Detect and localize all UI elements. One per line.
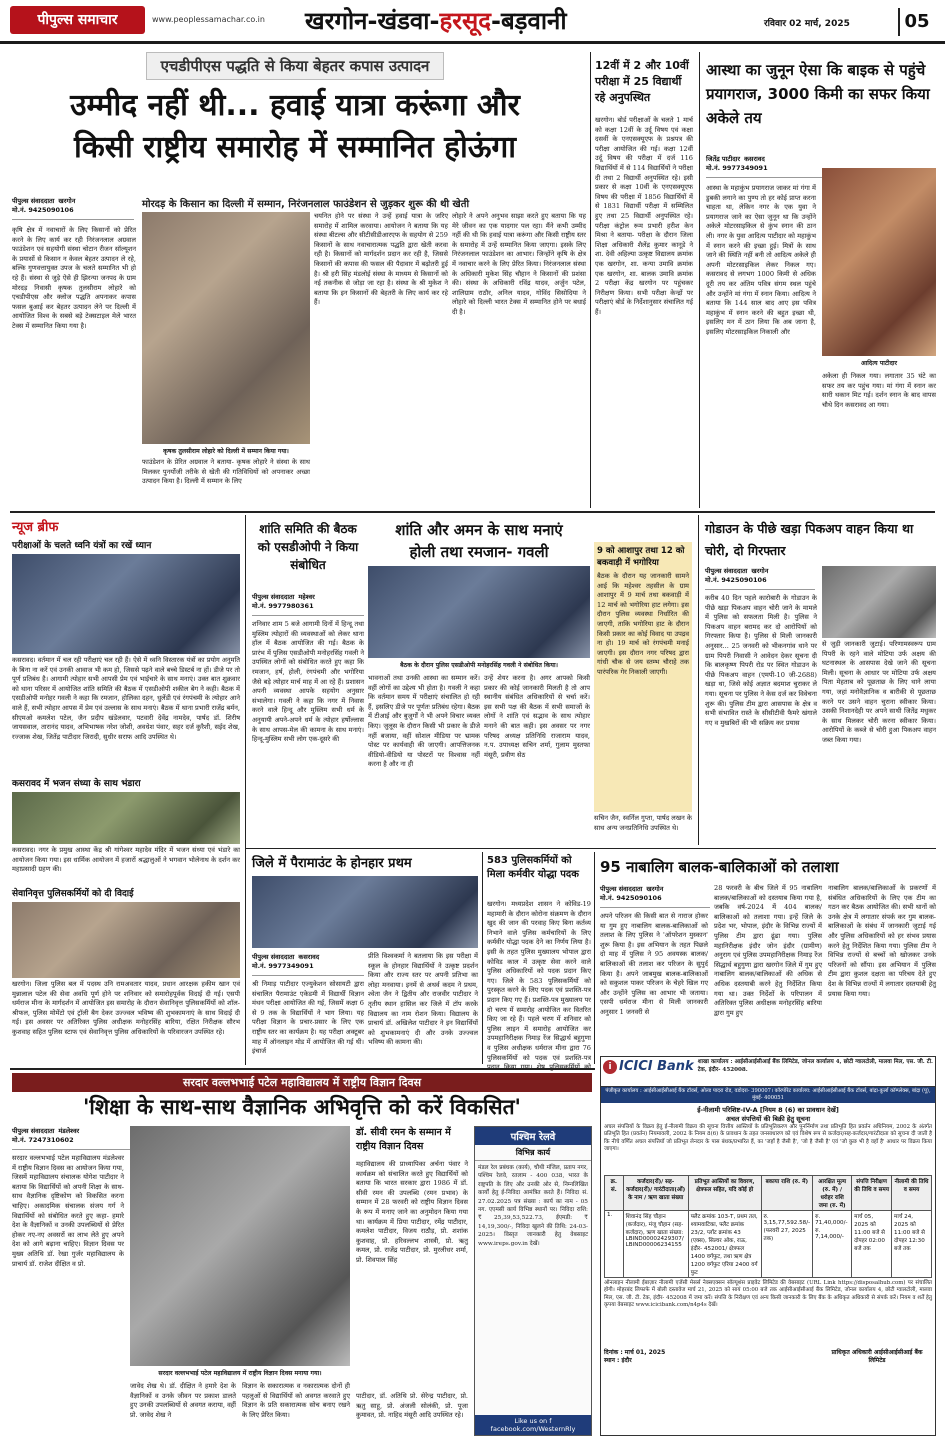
vigyan-byline-place: मंडलेश्वर xyxy=(58,1127,80,1135)
police-award-headline: 583 पुलिसकर्मियों को मिला कर्मवीर योद्धा पदक xyxy=(487,855,579,880)
vigyan-byline-author: पीपुल्स संवाददाता xyxy=(12,1127,55,1135)
holi-photo xyxy=(368,566,590,658)
icici-branch-office: शाखा कार्यालय : आईसीआईसीआई बैंक लिमिटेड, जोनल कार्यालय 4, छोटी ग्वालटोली, मालवा मिल, एस. जी. टी. टेक, इंदौर- 452008. xyxy=(697,1059,933,1073)
shanti-byline xyxy=(252,592,364,616)
paramount-byline xyxy=(252,952,364,976)
icici-ad-header xyxy=(601,1057,935,1087)
icici-auction-table xyxy=(604,1175,932,1278)
brief3-photo xyxy=(12,902,240,978)
kumbh-col2: अकेला ही निकल गया। लगातार 35 घंटे का सफर तय कर पहुंच गया। मां गंगा में स्नान कर सारी थकान मिट गई। दर्शन स्नान के बाद वापस चौथे दिन कसरावद आ गया। xyxy=(822,372,936,409)
edition-title-part2: हरसूद xyxy=(439,7,491,35)
vigyan-bottom2: विज्ञान के सकारात्मक व नकारात्मक दोनों ही पहलुओं से विद्यार्थियों को अवगत करवाते हुए विज्ञान के प्रति सकारात्मक सोच बनाए रखने के लिए प्रेरित किया। xyxy=(242,1382,350,1419)
railway-ad-subtitle: विभिन्न कार्य xyxy=(475,1145,591,1161)
icici-logo xyxy=(603,1059,694,1074)
table-header: कर्जदार(रों)/ सह-कर्जदार(रों)/ गारंटीदाता(ओं) के नाम / ऋण खाता संख्या xyxy=(623,1176,688,1211)
shanti-byline-mobile: मो.नं. 9977980361 xyxy=(252,602,314,610)
pickup-headline: गोडाउन के पीछे खड़ा पिकअप वाहन किया था चोरी, दो गिरफ्तार xyxy=(705,521,914,558)
holi-photo-caption: बैठक के दौरान पुलिस एसडीओपी मनोहरसिंह गवली ने संबोधित किया। xyxy=(400,662,558,669)
minors-col1: अपने परिजन की किसी बात से नाराज होकर या गुम हुए नाबालिग बालक-बालिकाओं को तलाश के लिए पुलिस ने 'ऑपरेशन मुस्कान' शुरू किया है। इस अभियान के तहत पिछले दो माह में पुलिस ने 95 अवयस्क बालक/बालिकाओं की तलाश कर परिजन के सुपुर्द किया है। अपने जाबमुख बालक-बालिकाओं को सकुशल पाकर परिजन के चेहरे खिल गए और उन्होंने पुलिस का आभार भी जताया। एसपी धर्मराज मीना से मिली जानकारी अनुसार 1 जनवरी से xyxy=(600,912,708,1016)
minors-headline: 95 नाबालिग बालक-बालिकाओं को तलाशा xyxy=(600,858,839,876)
icici-notice-subtitle: अचल संपत्तियों की बिक्री हेतु सूचना xyxy=(725,1115,811,1123)
pickup-col2: से जुड़ी जानकारी जुटाई। परिणामस्वरूप ग्राम पिपरी के रहने वाले मोटिया उर्फ अक्षय की घटनास्थल के आसपास देखे जाने की सूचना मिली। सूचना के आधार पर मोटिया उर्फ अक्षय पिता मेहताब को पूछताछ के लिए थाने लाया गया, जहां मनोवैज्ञानिक व बारीकी से पूछताछ करने पर उसने वाहन चुराना स्वीकार किया। उसकी निशानदेही पर अपने साथी जितेंद्र मधुकर के साथ मिलकर चोरी करना स्वीकार किया। आरोपियों के कब्जे से चोरी हुआ पिकअप वाहन जब्त किया गया। xyxy=(822,640,936,744)
vigyan-photo-caption: सरदार वल्लभभाई पटेल महाविद्यालय में राष्ट्रीय विज्ञान दिवस मनाया गया। xyxy=(158,1370,322,1377)
paramount-byline-author: पीपुल्स संवाददाता xyxy=(252,953,295,961)
byline-mobile: मो.नं. 9425090106 xyxy=(12,206,74,214)
kumbh-photo-caption: आदित्य पाटीदार xyxy=(860,360,897,367)
lead-col4: लोहारे ने अपने अनुभव साझा करते हुए बताया कि यह मेरे जीवन का एक यादगार पल रहा। मैंने कभी उम्मीद नहीं की थी कि हवाई यात्रा करूंगा और किसी राष्ट्रीय स्तर के समारोह में उन्हें सम्मानित किया जाएगा। इसके लिए निरंजनलाल फाउंडेशन का आभार। जिन्होंने कृषि के क्षेत्र में नवाचार करने के लिए प्रेरित किया। निरंजनलाल संस्था के अधिकारी मुकेश सिंह चौहान ने किसानों की प्रशंसा की। संस्था के अधिकारी रविंद्र यादव, अर्जुन पटेल, शालिग्राम राठौर, अनिल यादव, गोविंद सिसोदिया ने लोहारे को दिल्ली भारत टेक्स में सम्मानित होने पर बधाई दी है। xyxy=(452,212,586,316)
issue-date: रविवार 02 मार्च, 2025 xyxy=(764,19,850,29)
lead-headline-line1: उम्मीद नहीं थी... हवाई यात्रा करूंगा और xyxy=(70,88,520,123)
website-link[interactable]: www.peoplessamachar.co.in xyxy=(152,15,265,24)
minors-byline xyxy=(600,884,710,908)
logo-text: पीपुल्स समाचार xyxy=(37,12,118,28)
kumbh-byline-author: जितेंद्र पाटीदार xyxy=(706,155,741,163)
holi-sidebar xyxy=(594,542,692,812)
icici-notice-title: ई-नीलामी परिशिष्ट-IV-A [नियम 8 (6) का प्रावधान देखें] xyxy=(697,1106,839,1114)
kumbh-photo xyxy=(822,168,936,356)
kumbh-byline-place: कसरावद xyxy=(744,155,765,163)
icici-table-header-row xyxy=(605,1176,932,1211)
lead-byline xyxy=(12,196,134,220)
pickup-byline xyxy=(705,566,815,590)
exam-body: खरगोन। बोर्ड परीक्षाओं के चलते 1 मार्च को कक्षा 12वीं के उर्दू विषय एवं कक्षा दसवीं के एनएसक्यूएफ के प्रश्नपत्र की परीक्षा आयोजित की गई। कक्षा 12वीं उर्दू विषय की परीक्षा में दर्ज 116 विद्यार्थियों में से 114 विद्यार्थियों ने परीक्षा दी तथा 2 विद्यार्थी अनुपस्थित रहे। इसी प्रकार से कक्षा 10वीं के एनएसक्यूएफ विषय की परीक्षा में 1856 विद्यार्थियों में से 1831 विद्यार्थी परीक्षा में सम्मिलित हुए तथा 25 विद्यार्थी अनुपस्थित रहे। परीक्षा कंट्रोल रूम प्रभारी हरीश केन मिश्रा ने बताया- परीक्षा के दौरान जिला शिक्षा अधिकारी शैलेंद्र कुमार कानूडे ने शा. देवी अहिल्या उत्कृष्ट विद्यालय क्रमांक एक खरगोन, शा. कन्या उमावि क्रमांक एक खरगोन, शा. बालक उमावि क्रमांक 2 परीक्षा केंद्र खरगोन पर पहुंचकर निरीक्षण किया। सभी परीक्षा केन्द्रों पर परीक्षाएं बोर्ड के निर्देशानुसार संचालित गई हैं। xyxy=(595,116,693,316)
lead-col3: चयनित होने पर संस्था ने उन्हें हवाई यात्रा के जरिए समारोह में शामिल करवाया। आयोजन ने बताया कि यह संस्था बीटल्स और सीटीसीडीआरएफ के सहयोग से 259 किसानों के साथ नवाचारात्मक पद्धति द्वारा खेती करवा रही है। किसानों को मार्गदर्शन प्रदान कर रही है, जिससे किसानों की कपास की फसल की पैदावार में बढ़ोतरी हुई है। श्री हरी सिंह मंडलोई संस्था के माध्यम से किसानों को नई तकनीक से जोड़ा जा रहा है। संस्था के श्री मुकेश ने बताया कि इन किसानों की बेहतरी के लिए कार्य कर रहे हैं। xyxy=(314,212,448,307)
pickup-byline-place: खरगोन xyxy=(751,567,769,575)
minors-byline-place: खरगोन xyxy=(646,885,664,893)
brief1-photo xyxy=(12,554,240,654)
paramount-byline-mobile: मो.नं. 9977349091 xyxy=(252,962,314,970)
minors-byline-mobile: मो.नं. 9425090106 xyxy=(600,894,662,902)
byline-place: खरगोन xyxy=(58,197,76,205)
holi-sidebar-body: बैठक के दौरान यह जानकारी सामने आई कि महेश्वर तहसील के ग्राम आशापुर में 9 मार्च तथा बकवाड़ी में 12 मार्च को भगोरिया हाट लगेगा। इस दौरान पुलिस व्यवस्था निर्धारित की जाएगी, ताकि भगोरिया हाट के दौरान किसी प्रकार का कोई विवाद या उपद्रव ना हो। 19 मार्च को रंगपंचमी मनाई जाएगी। इस दौरान नगर परिषद द्वारा गांधी चौक से जय स्तम्भ चौराहे तक पारंपरिक गेर निकाली जाएगी। xyxy=(597,572,689,676)
vigyan-bottom1: जावेद शेख थे। डॉ. दीक्षित ने हमारे देश के वैज्ञानिकों व उनके जीवन पर प्रकाश डालते हुए उनकी उपलब्धियों से अवगत कराया, वहीं प्रो. जावेद शेख ने xyxy=(130,1382,236,1419)
lead-subhead: मोरदड़ के किसान का दिल्ली में सम्मान, निरंजनलाल फाउंडेशन से जुड़कर शुरू की थी खेती xyxy=(142,199,470,210)
edition-title-part3: -बड़वानी xyxy=(490,7,567,35)
pickup-byline-author: पीपुल्स संवाददाता xyxy=(705,567,748,575)
lead-col2: फाउंडेशन के प्रेरित अग्रवाल ने बताया- कृषक लोहारे ने संस्था के साथ मिलकर पुनर्योजी तरीके से खेती की गतिविधियों को अपनाकर अच्छा उत्पादन किया है। दिल्ली में सम्मान के लिए xyxy=(142,458,310,486)
vigyan-headline: 'शिक्षा के साथ-साथ वैज्ञानिक अभिवृत्ति को करें विकसित' xyxy=(82,1095,521,1119)
shanti-col2: भावनाओं तथा उनकी आस्था का सम्मान करें। वहीं लोगों का उद्देश्य भी होता है। गवली ने कहा कि वर्तमान समय में परीक्षाएं संचालित हो रही हैं, इसलिए डीजे पर पूर्णतः प्रतिबंध रहेगा। बैठक में टीआई और बुजुर्गों ने भी अपने विचार व्यक्त किए। जुलूस के दौरान किसी भी प्रकार के डीजे नहीं बजाया, वहीं सोशल मीडिया पर भ्रामक पोस्ट पर कार्यवाही की जाएगी। आपत्तिजनक वीडियो-वीडियो या पोस्टरों पर विश्वास नहीं करना है और ना ही xyxy=(368,674,480,769)
lead-photo-caption: कृषक तुलसीराम लोहारे को दिल्ली में सम्मान किया गया। xyxy=(163,448,289,455)
kumbh-col1: आस्था के महाकुंभ प्रयागराज जाकर मां गंगा में डुबकी लगाने का पुण्य तो हर कोई प्राप्त करना चाहता था, लेकिन नगर के एक युवा ने प्रयागराज जाने का ऐसा जुनून था कि उन्होंने अकेले मोटरसाइकिल से कुंभ स्नान की ठान ली। नगर के युवा आदित्य पाटीदार को महाकुंभ में स्नान करने की इच्छा हुई। मित्रों के साथ जाने की स्थिति नहीं बनी तो आदित्य अकेले ही अपनी मोटरसाइकिल लेकर निकल गए। कसरावद से लगभग 1000 किमी से अधिक दूरी तय कर अंतिम पवित्र संगम स्थल पहुंचे और उन्होंने मां गंगा में स्नान किया। आदित्य ने बताया कि 144 साल बाद आए इस पवित्र महाकुंभ में स्नान करने की बहुत इच्छा थी, इसलिए मन में ठान लिया कि अब जाना है, इसलिए मोटरसाइकिल निकाली और xyxy=(706,184,816,336)
table-cell: मार्च 24, 2025 को 11:00 बजे से दोपहर 12:30 बजे तक xyxy=(892,1211,932,1278)
brief2-body: कसरावद। नगर के प्रमुख आस्था केंद्र श्री गांगेश्वर महादेव मंदिर में भजन संध्या एवं भंडारे का आयोजन किया गया। इस धार्मिक आयोजन में हजारों श्रद्धालुओं ने भगवान भोलेनाथ के दर्शन कर महाप्रसादी ग्रहण की। xyxy=(12,846,240,874)
holi-col2: सचिन जैन, स्वर्निल गुप्ता, पार्षद लखन के साथ अन्य जनप्रतिनिधि उपस्थित थे। xyxy=(594,814,692,832)
vigyan-kicker: सरदार वल्लभभाई पटेल महाविद्यालय में राष्ट्रीय विज्ञान दिवस xyxy=(12,1073,592,1092)
railway-ad-body: मंडल रेल प्रबंधक (कार्य), चौथी मंजिल, प्रताप नगर, पश्चिम रेलवे, रतलाम - 400 038, भारत के राष्ट्रपति के लिए और उनकी ओर से, निम्नलिखित कार्यों हेतु ई-निविदा आमंत्रित करते हैं। निविदा सं. 27.02.2025 पत्र संख्या : कार्य का नाम - 05 नग. एएमसी कार्य विभिन्न स्थानों पर। निविदा राशि: ₹ 25,39,53,522.73, ईएमडी: ₹ 14,19,300/-, निविदा खुलने की तिथि: 24-03-2025। विस्तृत जानकारी हेतु वेबसाइट www.ireps.gov.in देखें। xyxy=(478,1165,588,1247)
table-cell: शिवानंद सिंह चौहान (कर्जदार), मंजू चौहान (सह-कर्जदार), ऋण खाता संख्या: LBIND00002429307/ LBIND00006234155 xyxy=(623,1211,688,1278)
edition-title xyxy=(305,4,625,38)
kumbh-byline xyxy=(706,154,826,178)
pickup-col1: करीब 40 दिन पहले कारोबारी के गोडाउन के पीछे खड़ा पिकअप वाहन चोरी जाने के मामले में पुलिस को सफलता मिली है। पुलिस ने पिकअप वाहन बरामद कर दो आरोपियों को गिरफ्तार किया है। पुलिस से मिली जानकारी अनुसार... 25 जनवरी को भीकनगांव थाने पर ग्राम पिपरी निवासी ने आवेदन देकर सूचना दी कि बालकृष्ण पिपरी रोड पर स्थित गोडाउन के पीछे पिकअप वाहन (एमपी-10 जी-2688) खड़ा था, जिसे कोई अज्ञात बदमाश चुराकर ले गया। सूचना पर पुलिस ने केस दर्ज कर विवेचना शुरू की। पुलिस टीम द्वारा आसपास के क्षेत्र व सभी संभावित रास्ते के सीसीटीवी फैमरे खंगाले गए व मुखबिरों की भी सक्रिय कर प्रयास xyxy=(705,594,817,727)
vigyan-sidebar-body: महाविद्यालय की प्राध्यापिका अर्चना पंवार ने कार्यक्रम को संचालित करते हुए विद्यार्थियों को बताया कि भारत सरकार द्वारा 1986 में डॉ. सीवी रमन की उपलब्धि (रमन प्रभाव) के सम्मान में 28 फरवरी को राष्ट्रीय विज्ञान दिवस के रूप में मनाए जाने का अनुमोदन किया गया था। कार्यक्रम में प्रिया पाटीदार, रमेंद्र पाटीदार, कमलेश पाटीदार, विजय राठौड़, प्रो. शशांक कुशवाह, प्रो. हरिवल्लभ शास्त्री, प्रो. ऋतु कमल, प्रो. राजेंद्र पाटीदार, प्रो. मुरलीधर शर्मा, प्रो. शिवपाल सिंह xyxy=(356,1160,468,1264)
lead-kicker-text: एचडीपीएस पद्धति से किया बेहतर कपास उत्पादन xyxy=(146,52,445,80)
table-cell: फ्लैट क्रमांक 103-T, प्रथम तल, श्यामवाटिका, फ्लैट क्रमांक 23/2, प्लॉट क्रमांक 43 (एक्स), सिल्वर ओक, राऊ, इंदौर- 452001/ क्षेत्रफल 1400 वर्गफुट, तथा ऋण क्षेत्र 1200 वर्गफुट एरिया 2400 वर्ग फुट xyxy=(688,1211,761,1278)
icici-regd-office: पंजीकृत कार्यालय : आईसीआईसीआई बैंक टॉवर्स, ओल्ड पादरा रोड, वडोदरा- 390007। कॉरपोरेट कार्यालय: आईसीआईसीआई बैंक टॉवर्स, बांद्रा-कुर्ला कॉम्प्लेक्स, बांद्रा (पू), मुंबई- 400051 xyxy=(601,1087,935,1103)
icici-bank-name: ICICI Bank xyxy=(619,1059,694,1074)
vigyan-byline xyxy=(12,1126,132,1150)
brief3-body: खरगोन। जिला पुलिस बल में पदस्थ उनि रामअवतार यादव, प्रधान आरक्षक हकीम खान एवं मुन्नालाल पटेल की सेवा अवधि पूर्ण होने पर शनिवार को समारोहपूर्वक विदाई दी गई। एसपी धर्मराज मीना के मार्गदर्शन में आयोजित इस समारोह के दौरान सेवानिवृत्त पुलिसकर्मियों को शॉल-श्रीफल, पुलिस मोमेंटो एवं ट्रॉली बैग देकर उज्ज्वल भविष्य की शुभकामनाएं के साथ विदाई दी गई। इस अवसर पर अतिरिक्त पुलिस अधीक्षक मनोहरसिंह बारिया, रक्षित निरीक्षक सौरभ कुशवाह सहित पुलिस स्टाफ एवं सेवानिवृत्त पुलिस अधिकारियों के परिवारजन उपस्थित रहे। xyxy=(12,980,240,1036)
minors-byline-author: पीपुल्स संवाददाता xyxy=(600,885,643,893)
kumbh-headline: आस्था का जुनून ऐसा कि बाइक से पहुंचे प्रयागराज, 3000 किमी का सफर किया अकेले तय xyxy=(706,61,930,127)
brief1-body: कसरावद। वर्तमान में चल रही परीक्षाएं चल रही हैं। ऐसे में ध्वनि विस्तारक यंत्रों का प्रयोग अनुमति के बिना ना करें एवं उनकी आवाज भी कम हो, जिससे पढ़ने वाले बच्चे डिस्टर्ब ना हों। डीजे पर तो पूर्ण प्रतिबंध है। आगामी त्योहार सभी आपसी प्रेम एवं भाईचारे के साथ मनाएं। उक्त बात शुक्रवार को थाना परिसर में आयोजित शांति समिति की बैठक में एसडीओपी शकील बेग ने कही। बैठक में एसडीओपी मनोहर गवली ने कहा कि रमजान, होलिका दहन, धुलेंडी एवं रंगपंचमी के त्योहार आने वाले हैं, सभी त्योहार आपस में प्रेम एवं उल्लास के साथ मनाएं। बैठक में थाना प्रभारी राजेंद्र बर्मन, सीएमओ कमलेश पटेल, जैन प्रदीप खंडेलवार, पटवारी देवेंद्र नामदेव, पार्षद डॉ. शिरीष जायसवाल, तारानंद यादव, अभिभाषक नरेश जोशी, अवधेश पंवार, सहर दर्ज कुरैशी, सईद शेख, रज्जाक शेख, जितेंद्र पाटीदार जिरादी, सुधीर सराफ आदि उपस्थित थे। xyxy=(12,656,240,741)
icici-signatory: प्राधिकृत अधिकारी आईसीआईसीआई बैंक लिमिटेड xyxy=(831,1349,923,1364)
table-header: संपत्ति निरीक्षण की तिथि व समय xyxy=(852,1176,892,1211)
table-cell: रु. 71,40,000/- रु. 7,14,000/- xyxy=(813,1211,852,1278)
table-row xyxy=(605,1211,932,1278)
icici-intro: अचल संपत्तियों के विक्रय हेतु ई-नीलामी विक्रय की सूचना वित्तीय आस्तियों के प्रतिभूतिकरण और पुनर्निर्माण तथा प्रतिभूति हित प्रवर्तन अधिनियम, 2002 के अंतर्गत प्रतिभूति हित (प्रवर्तन) नियमावली, 2002 के नियम 8(6) के प्रावधान के तहत जनसाधारण को एवं विशेष रूप से कर्जदार/सह-कर्जदार/गारंटीदाता को सूचना दी जाती है कि नीचे वर्णित अचल संपत्तियाँ जो प्रतिभूत लेनदार के पास बंधक/प्रभारित हैं, का 'जहाँ है जैसी है', 'जो है जैसी है' एवं 'जो कुछ भी है वहाँ है' आधार पर विक्रय किया जाएगा। xyxy=(604,1124,932,1153)
brief2-photo xyxy=(12,792,240,844)
table-cell: 1. xyxy=(605,1211,624,1278)
edition-title-part1: खरगोन-खंडवा- xyxy=(305,7,440,35)
vigyan-byline-mobile: मो.नं. 7247310602 xyxy=(12,1136,74,1144)
holi-headline-line1: शांति और अमन के साथ मनाएं xyxy=(395,521,563,539)
vigyan-sidebar-headline: डॉ. सीवी रमन के सम्मान में राष्ट्रीय विज्ञान दिवस xyxy=(356,1127,451,1152)
lead-photo xyxy=(142,212,310,444)
holi-headline-line2: होली तथा रमजान- गवली xyxy=(409,543,549,561)
paramount-photo xyxy=(252,876,478,948)
vigyan-photo xyxy=(130,1126,350,1366)
icici-body: ऑनलाइन नीलामी ईबाज़ार नीलामी एजेंसी मेसर्स नेक्सएक्सन सॉल्यूशंस प्राइवेट लिमिटेड की वेबसाइट (URL Link https://disposalhub.com) पर संचालित होगी। मोहरबंद लिफाफे में बोली दस्तावेज मार्च 21, 2025 को सायं 05:00 बजे तक आईसीआईसीआई बैंक लिमिटेड, जोनल कार्यालय 4, छोटी ग्वालटोली, मालवा मिल, एस. जी. टी. टेक, इंदौर- 452008 में जमा करें। संपत्ति के निरीक्षण एवं अन्य किसी जानकारी के लिए बैंक के अधिकृत अधिकारी से संपर्क करें। नियम व शर्तें हेतु कृपया वेबसाइट www.icicibank.com/n4p4s देखें। xyxy=(604,1280,932,1309)
shanti-byline-author: पीपुल्स संवाददाता xyxy=(252,593,295,601)
exam-headline: 12वीं में 2 और 10वीं परीक्षा में 25 विद्यार्थी रहे अनुपस्थित xyxy=(595,59,689,104)
pickup-photo xyxy=(822,566,936,638)
paramount-byline-place: कसरावद xyxy=(298,953,320,961)
table-cell: रु. 3,15,77,592.58/- (फरवरी 27, 2025 तक) xyxy=(761,1211,813,1278)
brief2-headline: कसरावद में भजन संध्या के साथ भंडारा xyxy=(12,779,141,789)
table-header: प्रतिभूत आस्तियों का विवरण, क्षेत्रफल सहित, यदि कोई हो xyxy=(688,1176,761,1211)
table-cell: मार्च 05, 2025 को 11:00 बजे से दोपहर 02:00 बजे तक xyxy=(852,1211,892,1278)
page-number: 05 xyxy=(898,8,934,36)
lead-col1: कृषि क्षेत्र में नवाचारों के लिए किसानों को प्रेरित करने के लिए कार्य कर रही निरंजनलाल अग्रवाल फाउंडेशन एवं सहयोगी संस्था चोटान रीजन सॉल्यूशन के प्रयासों से किसान न केवल बेहतर उत्पादन ले रहे, बल्कि गुणवत्तायुक्त उपज के चलते सम्मानित भी हो रहे हैं। संस्था से जुड़े ऐसे ही झिरन्या जनपद के ग्राम मोरदड़ निवासी कृषक तुलसीराम लोहारे को एचडीपीएस और क्लोज पद्धति अपनाकर कपास फसल बुआई कर बेहतर उत्पादन लेने पर दिल्ली में आयोजित विश्व के सबसे बड़े टेक्सटाइल मेले भारत टेक्स में सम्मानित किया गया है। xyxy=(12,226,136,330)
shanti-col1: शनिवार शाम 5 बजे आगामी दिनों में हिन्दू तथा मुस्लिम त्योहारों की व्यवस्थाओं को लेकर थाना हॉल में बैठक आयोजित की गई। बैठक के प्रारंभ में पुलिस एसडीओपी मनोहरसिंह गवली ने उपस्थित लोगों को संबोधित करते हुए कहा कि रमजान, हर्ष, होली, रंगपंचमी और भगोरिया जैसे बड़े त्योहार मार्च माह में आ रहे हैं। प्रशासन अपनी व्यवस्था आपके सहयोग अनुसार संभालेगा। गवली ने कहा कि नगर में निवास करने वाले हिन्दू और मुस्लिम सभी धर्म के अनुयायी अपने-अपने धर्म के त्योहार हर्षोल्लास के साथ आपस-मेल की कामना के साथ मनाएं। हिन्दू-मुस्लिम सभी लोग एक-दूसरे की xyxy=(252,620,364,744)
icici-logo-icon: i xyxy=(603,1060,617,1074)
lead-kicker xyxy=(10,52,580,80)
minors-col2: 28 फरवरी के बीच जिले में 95 नाबालिग बालक/बालिकाओं को दस्तयाब किया गया है, जबकि वर्ष-2024 में 404 बालक/बालिकाओं को तलाशा गया। इन्हें जिले के प्रदेश भर, भोपाल, इंदौर के विभिन्न राज्यों में पुलिस टीम द्वारा ढूंढा गया। पुलिस महानिरीक्षक इंदौर जोन इंदौर (ग्रामीण) अनुराग एवं पुलिस उपमहानिरीक्षक निमाड़ रेंज सिद्धार्थ बहुगुणा द्वारा खरगोन जिले में गुम हुए नाबालिग बालक/बालिकाओं की अधिक से अधिक दस्तयाबी करने हेतु निर्देशित किया गया था। उक्त निर्देशों के परिपालन में अतिरिक्त पुलिस अधीक्षक मनोहरसिंह बारिया द्वारा गुम हुए xyxy=(714,884,822,1017)
table-header: नीलामी की तिथि व समय xyxy=(892,1176,932,1211)
railway-ad-footer[interactable]: Like us on f facebook.com/WesternRly xyxy=(475,1415,591,1435)
holi-sidebar-headline: 9 को आशापुर तथा 12 को बकवाड़ी में भगोरिया xyxy=(597,546,685,568)
kumbh-byline-mobile: मो.नं. 9977349091 xyxy=(706,164,768,172)
table-header: आरक्षित मूल्य (रु. में) / धरोहर राशि जमा (रु. में) xyxy=(813,1176,852,1211)
holi-col: उन्हें शेयर करना है। अगर आपको किसी प्रकार की कोई जानकारी मिलती है तो आप स्थानीय संबंधित अधिकारियों से चर्चा करें। इस सभी पक्ष की बैठक में सभी समाजों के लोगों ने शांति एवं सद्भाव के साथ त्योहार मनाने की बात कही। इस अवसर पर नगर परिषद अध्यक्ष प्रतिनिधि राजाराम यादव, न.प. उपाध्यक्ष सचिन शर्मा, गुलाम मुस्तफा मंसूरी, प्रवीण सेठ xyxy=(484,674,590,759)
icici-place: स्थान : इंदौर xyxy=(604,1357,632,1364)
police-award-body: खरगोन। मध्यप्रदेश शासन ने कोविड-19 महामारी के दौरान कोरोना संक्रमण के दौरान खुद की जान की परवाह किए बिना कर्तव्य निभाने वाले पुलिस कर्मचारियों के लिए कर्मवीर योद्धा पदक देने का निर्णय लिया है। इसी के तहत पुलिस मुख्यालय भोपाल द्वारा कोविड काल में उत्कृष्ट सेवा करने वाले पुलिस अधिकारियों को पदक प्रदान किए गए। जिले के 583 पुलिसकर्मियों को पुरस्कृत करने के लिए पदक एवं प्रशस्ति-पत्र प्रदान किए गए हैं। प्रशस्ति-पत्र मुख्यालय पर दो चरण में समारोह आयोजित कर वितरित किए जा रहे हैं। पहले चरण में शनिवार को पुलिस लाइन में समारोह आयोजित कर उपमहानिरीक्षक निमाड़ रेंज सिद्धार्थ बहुगुणा व पुलिस अधीक्षक धर्मराज मीना द्वारा 76 पुलिसकर्मियों को पदक एवं प्रशस्ति-पत्र xyxy=(487,900,591,1062)
lead-headline-line2: किसी राष्ट्रीय समारोह में सम्मानित होऊंगा xyxy=(73,130,517,165)
pickup-byline-mobile: मो.नं. 9425090106 xyxy=(705,576,767,584)
newspaper-logo xyxy=(10,6,145,34)
table-header: बकाया राशि (रु. में) xyxy=(761,1176,813,1211)
table-header: क्र. सं. xyxy=(605,1176,624,1211)
icici-ad xyxy=(600,1056,936,1436)
paramount-col2: प्रीति विश्वकर्मा ने बतलाया कि इस परीक्षा में स्कूल के होनहार विद्यार्थियों ने उत्कृष्ट प्रदर्शन किया और राज्य स्तर पर अपनी प्रतिभा का लोहा मनवाया। इनमें से अथर्व कदम ने प्रथम, श्वेता जैन ने द्वितीय और राजवीर पाटीदार ने तृतीय स्थान हासिल कर जिले में टॉप करके विद्यालय का नाम रोशन किया। विद्यालय के प्राचार्य डॉ. अखिलेश पाटीदार ने इन विद्यार्थियों को शुभकामनाएं दी और उनके उज्ज्वल भविष्य की कामना की। xyxy=(368,952,478,1047)
railway-ad-title: पश्चिम रेलवे xyxy=(475,1127,591,1145)
shanti-headline: शांति समिति की बैठक को एसडीओपी ने किया संबोधित xyxy=(257,522,359,572)
brief1-headline: परीक्षाओं के चलते ध्वनि यंत्रों का रखें ध्यान xyxy=(12,541,152,551)
vigyan-bottom3: पाटीदार, डॉ. अतिथि प्रो. सेरेन्द्र पाटीदार, प्रो. ऋतु साहू, प्रो. अंजली सोलंकी, प्रो. पूजा कुमावत, प्रो. नाहिद मंसूरी आदि उपस्थित रहे। xyxy=(356,1392,468,1420)
brief3-headline: सेवानिवृत्त पुलिसकर्मियों को दी विदाई xyxy=(12,889,134,899)
shanti-byline-place: महेश्वर xyxy=(298,593,315,601)
minors-col3: नाबालिग बालक/बालिकाओं के प्रकरणों में संबंधित अधिकारियों के लिए एक टीम का गठन कर बैठक आयोजित की। सभी थानों को उनके क्षेत्र में लगातार संपर्क कर गुम बालक-बालिकाओं के संबंध में जानकारी जुटाई गई और पुलिस अधिकारियों को हर संभव प्रयास करने हेतु निर्देशित किया गया। पुलिस टीम ने विभिन्न राज्यों से बच्चों को खोजकर उनके परिजनों को सौंपा। इस अभियान में पुलिस टीम द्वारा कुशल दक्षता का परिचय देते हुए देश के विभिन्न राज्यों में लगातार दस्तयाबी हेतु प्रयास किया गया। xyxy=(828,884,936,998)
icici-date: दिनांक : मार्च 01, 2025 xyxy=(604,1349,666,1356)
icici-footer xyxy=(601,1348,935,1364)
news-brief-label: न्यूज ब्रीफ xyxy=(12,520,59,535)
byline-author: पीपुल्स संवाददाता xyxy=(12,197,55,205)
paramount-col1: श्री निमाड़ पाटीदार एज्युकेशन सोसायटी द्वारा संचालित पैरामाउंट एकेडमी में विद्यार्थी विज्ञान मंथन परीक्षा आयोजित की गई, जिसमें कक्षा 6 से 9 तक के विद्यार्थियों ने भाग लिया। यह परीक्षा विज्ञान के प्रचार-प्रसार के लिए एक राष्ट्रीय स्तर का कार्यक्रम है। यह परीक्षा अक्टूबर माह में ऑनलाइन मोड में आयोजित की गई थी। इंचार्ज xyxy=(252,980,364,1056)
paramount-headline: जिले में पैरामाउंट के होनहार प्रथम xyxy=(252,856,412,871)
vigyan-col1: सरदार वल्लभभाई पटेल महाविद्यालय मंडलेश्वर में राष्ट्रीय विज्ञान दिवस का आयोजन किया गया, जिसमें महाविद्यालय संचालक योगेश पाटीदार ने बताया कि विद्यार्थियों को अपनी शिक्षा के साथ-साथ वैज्ञानिक दृष्टिकोण को विकसित करना चाहिए। अकादमिक संचालक संजय गर्ग ने विद्यार्थियों को संबोधित करते हुए कहा- हमारे देश के वैज्ञानिकों व उनकी उपलब्धियों से प्रेरित होकर नए-नए अवसरों का लाभ लेते हुए अपने देश को आगे बढ़ाना चाहिए। विज्ञान दिवस पर मुख्य अतिथि डॉ. रेखा गुर्जर महाविद्यालय के प्राचार्य डॉ. राजेश दीक्षित व प्रो. xyxy=(12,1154,124,1268)
masthead xyxy=(0,0,945,44)
railway-ad xyxy=(474,1126,592,1436)
